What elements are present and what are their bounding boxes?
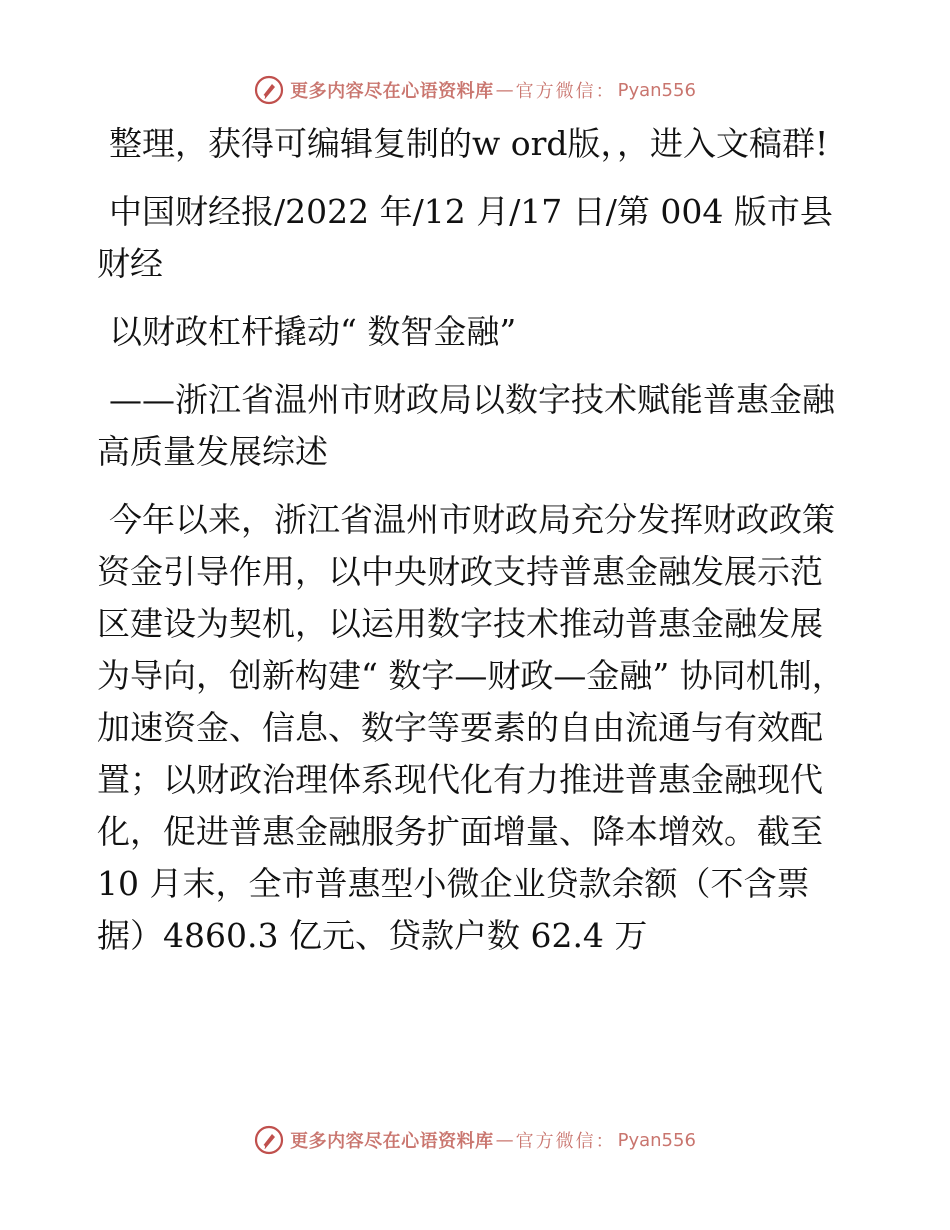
page-footer xyxy=(0,1120,950,1160)
official-label: 官方微信： xyxy=(515,81,616,102)
page-header xyxy=(0,70,950,110)
separator: — xyxy=(495,79,514,101)
intro-note: 整理，获得可编辑复制的w ord版，，进入文稿群! xyxy=(109,124,829,163)
brand-text: 更多内容尽在心语资料库 xyxy=(290,1131,494,1152)
official-label: 官方微信： xyxy=(515,1131,616,1152)
separator: — xyxy=(495,1129,514,1151)
article-subtitle: ——浙江省温州市财政局以数字技术赋能普惠金融高质量发展综述 xyxy=(97,380,835,471)
article-body: 今年以来，浙江省温州市财政局充分发挥财政政策资金引导作用，以中央财政支持普惠金融发展示范区建设为契机，以运用数字技术推动普惠金融发展为导向，创新构建“ 数字—财政—金融” 协同机制，加速资金、信息、数字等要素的自由流通与有效配置；以财政治理体系现代化有力推进普惠金融现代化，促进普惠金融服务扩面增量、降本增效。截至 10 月末，全市普惠型小微企业贷款余额（不含票据）4860.3 亿元、贷款户数 62.4 万 xyxy=(97,500,845,955)
pen-circle-icon xyxy=(254,1125,284,1155)
document-body xyxy=(97,118,852,962)
article-title: 以财政杠杆撬动“ 数智金融” xyxy=(109,312,517,351)
brand-text: 更多内容尽在心语资料库 xyxy=(290,81,494,102)
source-line: 中国财经报/2022 年/12 月/17 日/第 004 版市县财经 xyxy=(97,192,833,283)
pen-circle-icon xyxy=(254,75,284,105)
wechat-handle: Pyan556 xyxy=(617,79,696,101)
wechat-handle: Pyan556 xyxy=(617,1129,696,1151)
